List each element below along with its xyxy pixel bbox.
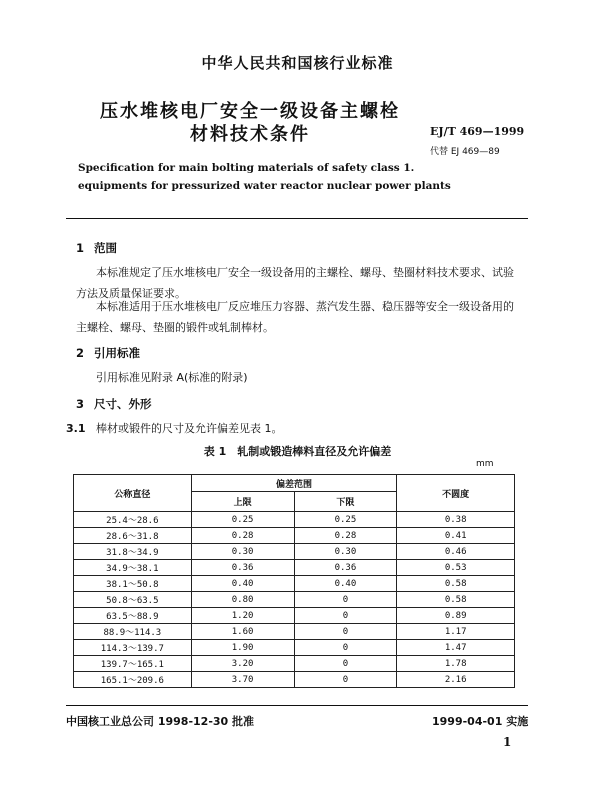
replaces-standard: 代替 EJ 469—89 bbox=[430, 147, 500, 157]
header-lower-limit: 下限 bbox=[294, 492, 397, 512]
cell-lower: 0 bbox=[294, 624, 397, 640]
section-3-1-paragraph bbox=[66, 418, 522, 439]
cell-upper: 1.20 bbox=[191, 608, 294, 624]
section-number: 1 bbox=[76, 241, 85, 255]
approval-statement: 中国核工业总公司 1998-12-30 批准 bbox=[66, 715, 255, 728]
cell-upper: 1.90 bbox=[191, 640, 294, 656]
cell-out-of-round: 0.53 bbox=[397, 560, 515, 576]
table-row bbox=[74, 672, 515, 688]
section-title: 引用标准 bbox=[94, 346, 140, 360]
cell-lower: 0 bbox=[294, 656, 397, 672]
cell-out-of-round: 0.58 bbox=[397, 576, 515, 592]
title-en-line2: equipments for pressurized water reactor nuclear power plants bbox=[78, 180, 451, 192]
section-1-heading bbox=[76, 240, 117, 256]
table-caption: 表 1 轧制或锻造棒料直径及允许偏差 bbox=[203, 445, 392, 458]
standard-number: EJ/T 469—1999 bbox=[430, 125, 525, 138]
paragraph-line: 主螺栓、螺母、垫圈的锻件或轧制棒材。 bbox=[76, 321, 274, 334]
cell-upper: 3.20 bbox=[191, 656, 294, 672]
title-cn-line1: 压水堆核电厂安全一级设备主螺栓 bbox=[100, 101, 400, 122]
cell-nominal: 34.9～38.1 bbox=[74, 560, 192, 576]
table-row bbox=[74, 608, 515, 624]
bottom-divider bbox=[66, 705, 528, 706]
cell-lower: 0 bbox=[294, 640, 397, 656]
cell-nominal: 25.4～28.6 bbox=[74, 512, 192, 528]
cell-upper: 0.25 bbox=[191, 512, 294, 528]
cell-nominal: 63.5～88.9 bbox=[74, 608, 192, 624]
header-upper-limit: 上限 bbox=[191, 492, 294, 512]
section-number: 3 bbox=[76, 397, 85, 411]
table-row bbox=[74, 576, 515, 592]
cell-nominal: 88.9～114.3 bbox=[74, 624, 192, 640]
cell-lower: 0.40 bbox=[294, 576, 397, 592]
page-number: 1 bbox=[503, 735, 512, 749]
cell-out-of-round: 0.58 bbox=[397, 592, 515, 608]
cell-upper: 0.30 bbox=[191, 544, 294, 560]
header-nominal-diameter: 公称直径 bbox=[74, 475, 192, 512]
table-unit: mm bbox=[476, 459, 494, 469]
cell-upper: 0.80 bbox=[191, 592, 294, 608]
paragraph-line: 引用标准见附录 A(标准的附录) bbox=[96, 371, 248, 384]
national-standard-heading: 中华人民共和国核行业标准 bbox=[201, 54, 394, 72]
paragraph-line: 方法及质量保证要求。 bbox=[76, 287, 186, 300]
table-row bbox=[74, 656, 515, 672]
cell-upper: 1.60 bbox=[191, 624, 294, 640]
table-row bbox=[74, 640, 515, 656]
subsection-text: 棒材或锻件的尺寸及允许偏差见表 1。 bbox=[96, 422, 283, 435]
table-row bbox=[74, 512, 515, 528]
cell-upper: 0.40 bbox=[191, 576, 294, 592]
subsection-number: 3.1 bbox=[66, 422, 86, 435]
table-row bbox=[74, 528, 515, 544]
section-2-heading bbox=[76, 345, 140, 361]
cell-upper: 0.28 bbox=[191, 528, 294, 544]
cell-nominal: 165.1～209.6 bbox=[74, 672, 192, 688]
cell-out-of-round: 1.17 bbox=[397, 624, 515, 640]
cell-nominal: 28.6～31.8 bbox=[74, 528, 192, 544]
cell-nominal: 31.8～34.9 bbox=[74, 544, 192, 560]
cell-out-of-round: 2.16 bbox=[397, 672, 515, 688]
cell-out-of-round: 0.89 bbox=[397, 608, 515, 624]
section-3-heading bbox=[76, 396, 152, 412]
cell-upper: 0.36 bbox=[191, 560, 294, 576]
header-tolerance-range: 偏差范围 bbox=[191, 475, 397, 492]
section-title: 范围 bbox=[94, 241, 117, 255]
cell-lower: 0.36 bbox=[294, 560, 397, 576]
cell-upper: 3.70 bbox=[191, 672, 294, 688]
paragraph-line: 本标准适用于压水堆核电厂反应堆压力容器、蒸汽发生器、稳压器等安全一级设备用的 bbox=[96, 300, 514, 313]
title-en-line1: Specification for main bolting materials of safety class 1. bbox=[78, 162, 415, 174]
cell-out-of-round: 0.38 bbox=[397, 512, 515, 528]
cell-lower: 0 bbox=[294, 608, 397, 624]
implementation-date: 1999-04-01 实施 bbox=[432, 715, 529, 728]
cell-nominal: 114.3～139.7 bbox=[74, 640, 192, 656]
section-title: 尺寸、外形 bbox=[94, 397, 152, 411]
cell-lower: 0.25 bbox=[294, 512, 397, 528]
cell-lower: 0.30 bbox=[294, 544, 397, 560]
paragraph-line: 本标准规定了压水堆核电厂安全一级设备用的主螺栓、螺母、垫圈材料技术要求、试验 bbox=[96, 266, 514, 279]
cell-out-of-round: 1.78 bbox=[397, 656, 515, 672]
table-row bbox=[74, 544, 515, 560]
section-2-paragraph bbox=[76, 367, 532, 388]
table-row bbox=[74, 624, 515, 640]
cell-nominal: 50.8～63.5 bbox=[74, 592, 192, 608]
cell-out-of-round: 1.47 bbox=[397, 640, 515, 656]
cell-lower: 0.28 bbox=[294, 528, 397, 544]
header-out-of-round: 不圆度 bbox=[397, 475, 515, 512]
section-1-paragraph-2 bbox=[76, 296, 532, 338]
cell-nominal: 139.7～165.1 bbox=[74, 656, 192, 672]
table-row bbox=[74, 592, 515, 608]
cell-out-of-round: 0.41 bbox=[397, 528, 515, 544]
cell-out-of-round: 0.46 bbox=[397, 544, 515, 560]
cell-lower: 0 bbox=[294, 592, 397, 608]
cell-nominal: 38.1～50.8 bbox=[74, 576, 192, 592]
section-number: 2 bbox=[76, 346, 85, 360]
diameter-tolerance-table bbox=[73, 474, 515, 688]
table-row bbox=[74, 560, 515, 576]
title-cn-line2: 材料技术条件 bbox=[190, 124, 310, 145]
cell-lower: 0 bbox=[294, 672, 397, 688]
top-divider bbox=[66, 218, 528, 219]
